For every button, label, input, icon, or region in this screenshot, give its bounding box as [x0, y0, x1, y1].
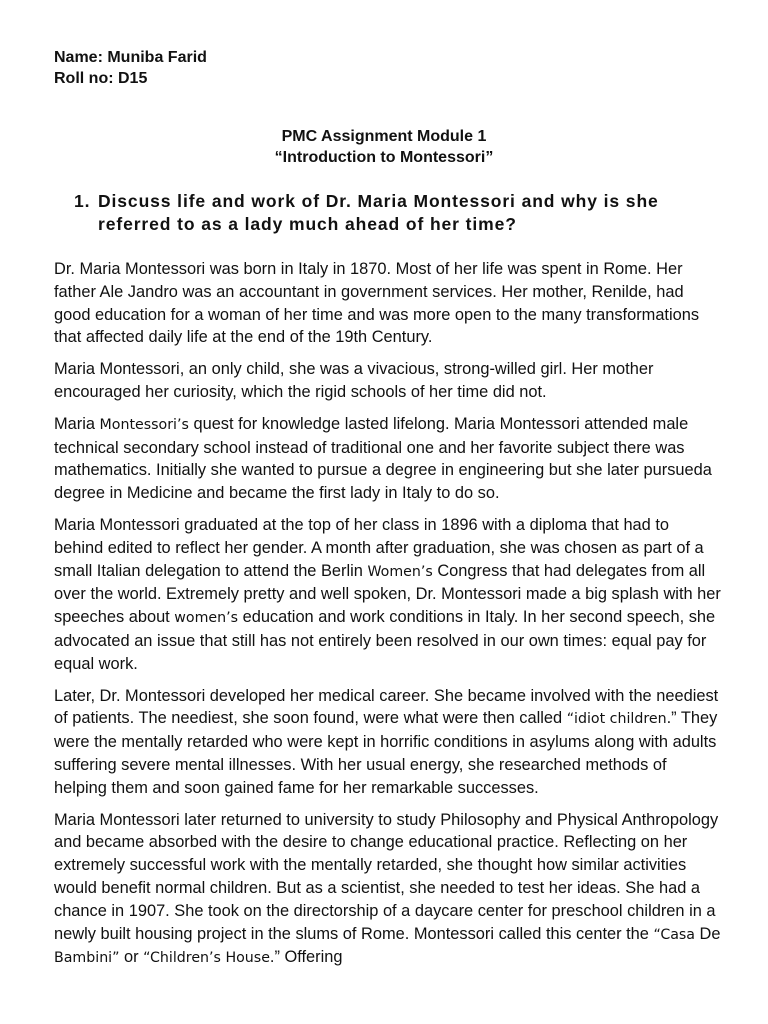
paragraph-3: [54, 413, 722, 505]
paragraph-4-text: Maria Montessori graduated at the top of her class in 1896 with a diploma that had to behind edited to reflect her gender. A month after graduation, she was chosen as part of a small Italian delegation to attend the Berlin: [54, 515, 704, 580]
paragraph-6-text: .” Offering: [269, 948, 343, 967]
assignment-subtitle: “Introduction to Montessori”: [274, 149, 494, 166]
paragraph-5-text: “idiot children: [566, 711, 667, 728]
paragraph-6-text: De: [695, 924, 721, 943]
paragraph-2: Maria Montessori, an only child, she was a vivacious, strong-willed girl. Her mother encouraged her curiosity, which the rigid schools of her time did not.: [54, 360, 654, 401]
answer-body: [54, 258, 722, 979]
paragraph-4-text: education and work conditions in Italy. In her second speech, she advocated an issue that still has not entirely been resolved in our own times: equal pay for equal work.: [54, 608, 716, 673]
paragraph-6-text: Bambini”: [54, 950, 120, 967]
paragraph-4-text: Women’s: [367, 563, 433, 580]
assignment-heading: [0, 126, 768, 168]
question-text: Discuss life and work of Dr. Maria Montessori and why is she referred to as a lady much ahead of her time?: [98, 191, 659, 234]
paragraph-3-text: Montessori’s: [99, 416, 189, 433]
paragraph-5: [54, 685, 722, 800]
paragraph-6-text: Maria Montessori later returned to university to study Philosophy and Physical Anthropology and became absorbed with the desire to change educational practice. Reflecting on her extremely successful work with the mentally retarded, she thought how similar activities would benefit normal children. But as a scientist, she needed to test her ideas. She had a chance in 1907. She took on the directorship of a daycare center for preschool children in a newly built housing project in the slums of Rome. Montessori called this center the: [54, 810, 719, 943]
paragraph-4-text: women’s: [174, 610, 239, 627]
question-number: 1.: [74, 191, 91, 211]
paragraph-4: [54, 514, 722, 676]
roll-number: Roll no: D15: [54, 70, 148, 87]
paragraph-3-text: Maria: [54, 414, 100, 433]
student-name: Name: Muniba Farid: [54, 49, 207, 66]
paragraph-6-text: or: [119, 948, 144, 967]
paragraph-6-text: “Children’s House: [143, 950, 270, 967]
paragraph-5-text: .” They were the mentally retarded who were kept in horrific conditions in asylums along with adults suffering severe mental illnesses. With her usual energy, she researched methods of helping them and soon gained fame for her remarkable successes.: [54, 709, 718, 797]
paragraph-3-text: quest for knowledge lasted lifelong. Maria Montessori attended male technical secondary school instead of traditional one and her favorite subject there was mathematics. Initially she wanted to pursue a degree in engineering but she later pursueda degree in Medicine and became the first lady in Italy to do so.: [54, 414, 712, 503]
paragraph-5-text: Later, Dr. Montessori developed her medical career. She became involved with the neediest of patients. The neediest, she soon found, were what were then called: [54, 686, 719, 728]
paragraph-1: Dr. Maria Montessori was born in Italy in 1870. Most of her life was spent in Rome. Her father Ale Jandro was an accountant in government services. Her mother, Renilde, had good education for a woman of her time and was more open to the many transformations that affected daily life at the end of the 19th Century.: [54, 260, 700, 347]
assignment-title: PMC Assignment Module 1: [281, 128, 487, 145]
paragraph-4-text: Congress that had delegates from all over the world. Extremely pretty and well spoken, Dr. Montessori made a big splash with her speeches about: [54, 561, 721, 627]
question-heading: [74, 190, 714, 236]
paragraph-6-text: “Casa: [653, 926, 695, 943]
paragraph-6: [54, 809, 722, 971]
student-info: [54, 47, 207, 89]
